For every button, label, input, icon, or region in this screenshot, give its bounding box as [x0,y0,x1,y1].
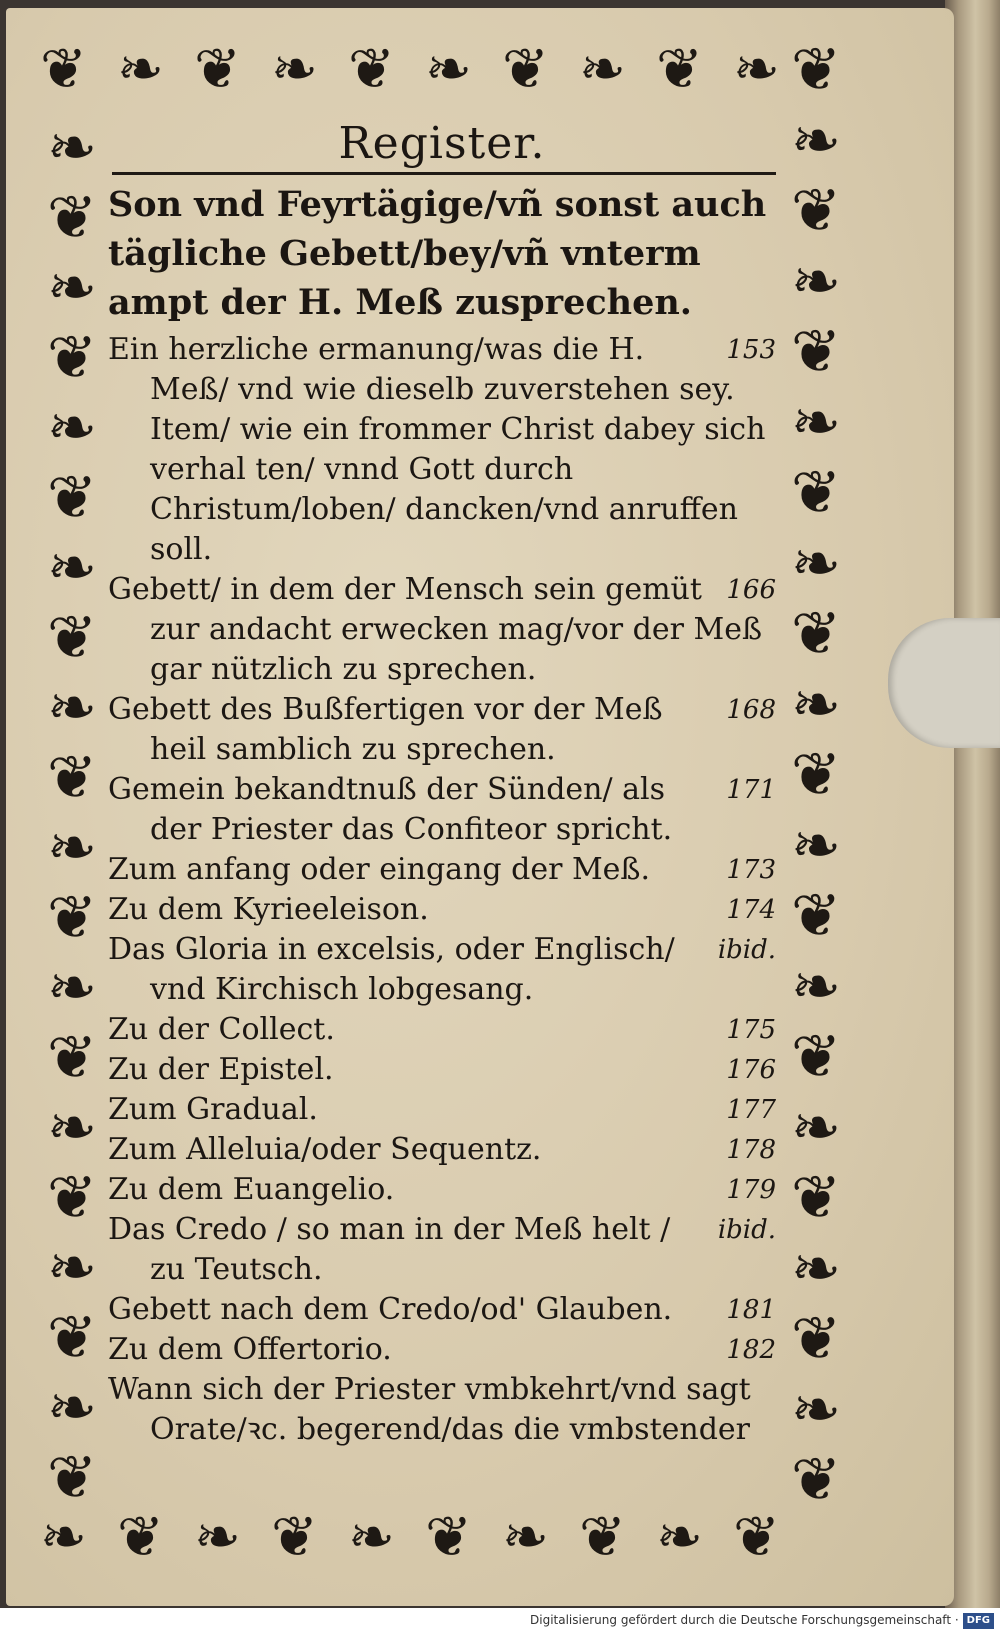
ornament-flourish-icon: ❦ [348,37,395,102]
ornament-flourish-icon: ❧ [790,1374,842,1445]
ornament-flourish-icon: ❦ [579,1505,626,1570]
ornament-flourish-icon: ❦ [46,1163,98,1233]
ornament-flourish-icon: ❦ [117,1505,164,1570]
ornament-flourish-icon: ❦ [790,1304,842,1374]
entry-text: Wann sich der Priester vmbkehrt/vnd sagt Orate/ꝛc. begerend/das die vmbstender [108,1372,751,1447]
register-entry [108,770,776,850]
section-heading: Son vnd Feyrtägige/vñ sonst auch tägliche Gebett/bey/vñ vnterm ampt der H. Meß zusprechen. [108,184,767,323]
ornament-flourish-icon: ❧ [790,105,842,176]
ornament-flourish-icon: ❦ [790,1163,842,1233]
ornament-flourish-icon: ❦ [271,1505,318,1570]
entry-text: Zu der Epistel. [108,1052,334,1087]
entry-text: Ein herzliche ermanung/was die H. Meß/ vnd wie dieselb zuverstehen sey. Item/ wie ein frommer Christ dabey sich verhal ten/ vnnd Gott durch Christum/loben/ dancken/vnd anruffen soll. [108,332,766,567]
ornament-flourish-icon: ❧ [790,951,842,1022]
ornament-flourish-icon: ❧ [790,1092,842,1163]
ornament-flourish-icon: ❧ [656,1505,703,1570]
register-entry [108,690,776,770]
register-entry [108,1290,776,1330]
entry-text: Gebett/ in dem der Mensch sein gemüt zur andacht erwecken mag/vor der Meß gar nützlich zu sprechen. [108,572,763,687]
ornament-flourish-icon: ❧ [46,673,98,743]
register-entry [108,890,776,930]
ornament-flourish-icon: ❦ [790,35,842,105]
entry-text: Das Credo / so man in der Meß helt / zu Teutsch. [108,1212,671,1287]
entry-page-number: 168 [726,695,776,725]
entry-text: Zum Gradual. [108,1092,318,1127]
register-entry [108,1010,776,1050]
ornament-flourish-icon: ❦ [46,1443,98,1513]
register-entry [108,1090,776,1130]
ornament-flourish-icon: ❦ [790,176,842,246]
ornament-flourish-icon: ❧ [46,813,98,883]
ornament-flourish-icon: ❦ [46,323,98,393]
entry-page-number: 178 [726,1135,776,1165]
ornament-flourish-icon: ❧ [46,1233,98,1303]
register-entry [108,1370,776,1450]
entry-page-number: 171 [726,775,776,805]
entry-text: Das Gloria in excelsis, oder Englisch/ vnd Kirchisch lobgesang. [108,932,675,1007]
ornament-flourish-icon: ❧ [733,37,780,102]
register-entry [108,1170,776,1210]
entry-page-number: 174 [726,895,776,925]
entry-page-number: 175 [726,1015,776,1045]
entry-page-number: ibid. [717,935,776,965]
ornament-flourish-icon: ❦ [790,317,842,387]
ornament-flourish-icon: ❧ [40,1505,87,1570]
ornament-flourish-icon: ❦ [790,1445,842,1515]
ornament-flourish-icon: ❧ [46,393,98,463]
ornament-flourish-icon: ❦ [194,37,241,102]
register-entry [108,1130,776,1170]
entry-page-number: 173 [726,855,776,885]
entry-page-number: 176 [726,1055,776,1085]
entry-text: Zu dem Offertorio. [108,1332,392,1367]
entry-text: Gebett des Bußfertigen vor der Meß heil samblich zu sprechen. [108,692,663,767]
ornament-flourish-icon: ❦ [656,37,703,102]
entry-text: Gemein bekandtnuß der Sünden/ als der Priester das Confiteor spricht. [108,772,673,847]
register-entry [108,570,776,690]
ornament-flourish-icon: ❧ [46,533,98,603]
ornament-flourish-icon: ❧ [790,387,842,458]
ornament-flourish-icon: ❦ [733,1505,780,1570]
register-entry [108,1210,776,1290]
ornament-flourish-icon: ❧ [348,1505,395,1570]
ornament-flourish-icon: ❦ [790,599,842,669]
ornament-flourish-icon: ❧ [194,1505,241,1570]
ornament-flourish-icon: ❦ [46,1303,98,1373]
ornament-flourish-icon: ❧ [46,953,98,1023]
ornament-flourish-icon: ❦ [46,743,98,813]
entry-page-number: 181 [726,1295,776,1325]
ornament-flourish-icon: ❧ [790,528,842,599]
ornament-flourish-icon: ❦ [40,37,87,102]
ornament-flourish-icon: ❦ [46,603,98,673]
entry-page-number: ibid. [717,1215,776,1245]
text-block [108,118,776,1510]
ornament-flourish-icon: ❧ [790,669,842,740]
ornament-flourish-icon: ❦ [790,881,842,951]
ornament-flourish-icon: ❧ [46,113,98,183]
ornament-flourish-icon: ❧ [790,246,842,317]
ornament-flourish-icon: ❦ [790,740,842,810]
register-entry [108,1330,776,1370]
ornament-flourish-icon: ❧ [46,1373,98,1443]
ornamental-border-bottom [40,1505,780,1590]
ornament-flourish-icon: ❧ [790,810,842,881]
register-entry [108,930,776,1010]
ornament-flourish-icon: ❧ [425,37,472,102]
ornament-flourish-icon: ❦ [425,1505,472,1570]
ornament-flourish-icon: ❦ [46,883,98,953]
ornament-flourish-icon: ❧ [271,37,318,102]
ornamental-border-left [36,113,108,1513]
ornamental-border-right [780,35,852,1515]
entry-page-number: 179 [726,1175,776,1205]
ornament-flourish-icon: ❧ [790,1233,842,1304]
entry-page-number: 182 [726,1335,776,1365]
ornament-flourish-icon: ❧ [502,1505,549,1570]
register-entry [108,850,776,890]
ornament-flourish-icon: ❦ [46,1023,98,1093]
entry-text: Zu dem Euangelio. [108,1172,395,1207]
entry-text: Zu dem Kyrieeleison. [108,892,429,927]
register-entry [108,1050,776,1090]
ornament-flourish-icon: ❧ [579,37,626,102]
ornament-flourish-icon: ❦ [790,1022,842,1092]
entry-text: Gebett nach dem Credo/od' Glauben. [108,1292,673,1327]
dfg-logo: DFG [963,1613,994,1629]
credit-text: Digitalisierung gefördert durch die Deutsche Forschungsgemeinschaft · [530,1613,959,1627]
title-rule [112,172,776,175]
running-title: Register. [338,118,546,169]
ornament-flourish-icon: ❧ [46,1093,98,1163]
ornament-flourish-icon: ❦ [790,458,842,528]
ornament-flourish-icon: ❦ [46,463,98,533]
entry-text: Zu der Collect. [108,1012,335,1047]
ornamental-border-top [40,37,780,118]
ornament-flourish-icon: ❦ [46,183,98,253]
ornament-flourish-icon: ❧ [117,37,164,102]
entry-text: Zum Alleluia/oder Sequentz. [108,1132,542,1167]
entry-page-number: 153 [726,335,776,365]
entry-page-number: 177 [726,1095,776,1125]
register-entry [108,330,776,570]
page-clip [888,618,1000,748]
ornament-flourish-icon: ❦ [502,37,549,102]
entry-text: Zum anfang oder eingang der Meß. [108,852,651,887]
ornament-flourish-icon: ❧ [46,253,98,323]
entry-page-number: 166 [726,575,776,605]
digitization-credit [0,1608,1000,1633]
register-entries [108,330,776,1450]
